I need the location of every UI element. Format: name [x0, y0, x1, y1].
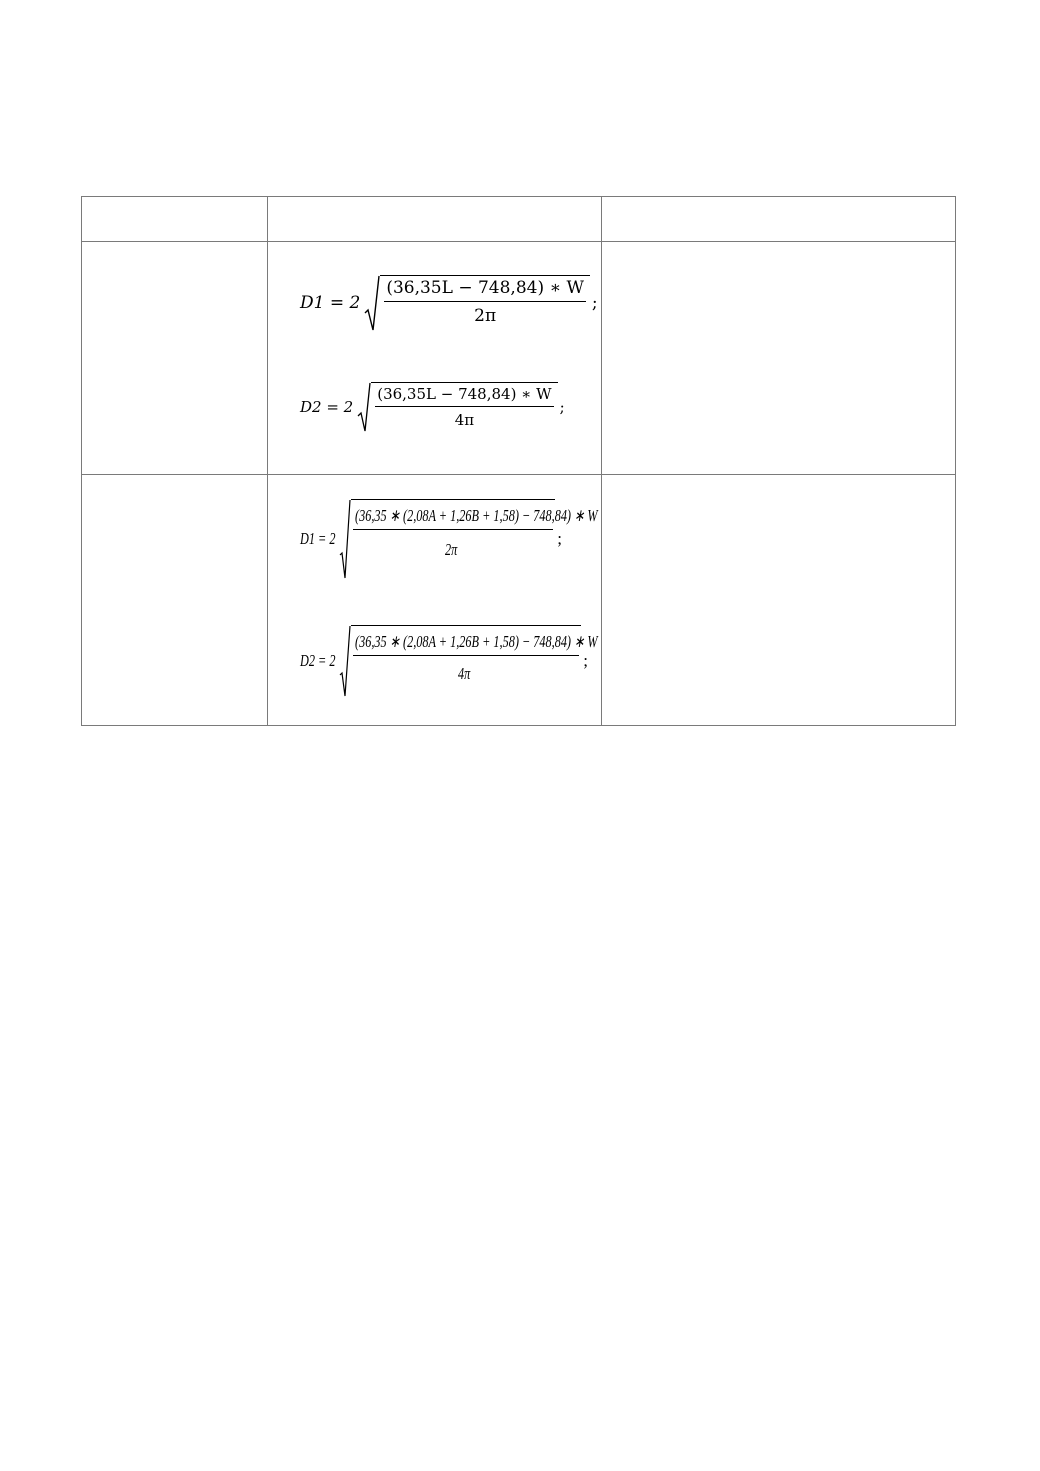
formula-denominator: 2π — [474, 306, 497, 326]
formula-end: ; — [557, 529, 562, 548]
header-cell — [602, 197, 956, 242]
formula-d2 — [300, 625, 598, 697]
formula-end: ; — [559, 398, 565, 416]
formula-d1 — [300, 499, 598, 579]
radical-sign-icon — [339, 499, 351, 579]
formula-lhs: D1 = 2 — [300, 529, 336, 548]
header-cell — [82, 197, 268, 242]
formula-d1 — [300, 275, 598, 331]
square-root — [364, 275, 590, 331]
formula-numerator: (36,35L − 748,84) ∗ W — [384, 278, 586, 302]
formula-table — [81, 196, 956, 726]
formula-lhs: D2 = 2 — [300, 651, 336, 670]
radical-sign-icon — [357, 382, 371, 432]
square-root — [339, 499, 598, 579]
formula-denominator: 4π — [457, 664, 470, 683]
formula-cell — [268, 242, 602, 475]
radical-sign-icon — [364, 275, 380, 331]
square-root — [357, 382, 557, 432]
square-root — [339, 625, 598, 697]
table-row — [82, 475, 956, 726]
table-row — [82, 242, 956, 475]
row-label-cell — [82, 242, 268, 475]
formula-lhs: D2 = 2 — [300, 398, 354, 416]
formula-d2 — [300, 382, 565, 432]
formula-lhs: D1 = 2 — [300, 293, 361, 313]
formula-numerator: (36,35 ∗ (2,08A + 1,26B + 1,58) − 748,84) ∗ W — [355, 632, 598, 651]
table-header-row — [82, 197, 956, 242]
formula-cell — [268, 475, 602, 726]
formula-end: ; — [583, 651, 588, 670]
formula-numerator: (36,35 ∗ (2,08A + 1,26B + 1,58) − 748,84) ∗ W — [355, 506, 598, 525]
formula-end: ; — [591, 293, 598, 313]
formula-numerator: (36,35L − 748,84) ∗ W — [375, 385, 553, 407]
notes-cell — [602, 242, 956, 475]
formula-denominator: 4π — [454, 411, 475, 429]
row-label-cell — [82, 475, 268, 726]
formula-denominator: 2π — [444, 540, 457, 559]
radical-sign-icon — [339, 625, 351, 697]
header-cell — [268, 197, 602, 242]
notes-cell — [602, 475, 956, 726]
